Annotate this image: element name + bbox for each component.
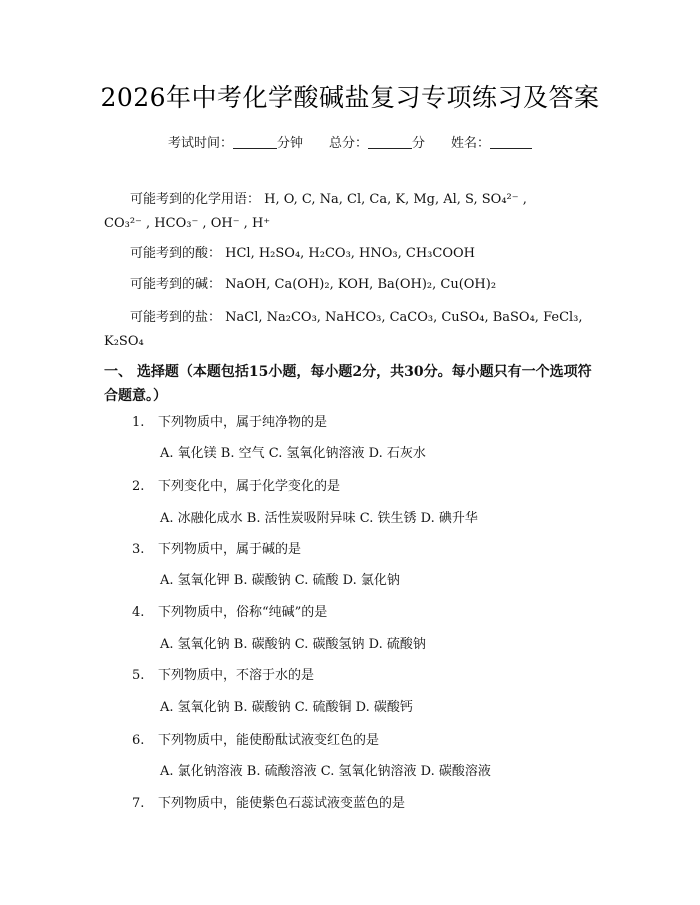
question-text: 下列物质中，能使紫色石蕊试液变蓝色的是	[158, 796, 406, 811]
question-1	[132, 413, 327, 433]
time-blank	[233, 135, 277, 149]
section-heading: 一、 选择题（本题包括15小题，每小题2分，共30分。每小题只有一个选项符合题意。）	[104, 364, 592, 404]
question-number: 6.	[132, 733, 145, 748]
score-label: 总分：	[328, 136, 368, 151]
question-5-options: A. 氢氧化钠 B. 碳酸钠 C. 硫酸铜 D. 碳酸钙	[160, 700, 413, 715]
name-label: 姓名：	[451, 136, 491, 151]
question-text: 下列变化中，属于化学变化的是	[158, 479, 341, 494]
salts-line2: K₂SO₄	[104, 334, 144, 349]
question-2-options: A. 冰融化成水 B. 活性炭吸附异味 C. 铁生锈 D. 碘升华	[160, 511, 478, 526]
chemical-terms-line2: CO₃²⁻ , HCO₃⁻ , OH⁻ , H⁺	[104, 216, 271, 231]
score-blank	[368, 135, 412, 149]
question-number: 3.	[132, 542, 145, 557]
question-6-options: A. 氯化钠溶液 B. 硫酸溶液 C. 氢氧化钠溶液 D. 碳酸溶液	[160, 764, 491, 779]
question-5	[132, 666, 314, 686]
question-4	[132, 603, 327, 623]
question-text: 下列物质中，俗称“纯碱”的是	[158, 605, 328, 620]
question-text: 下列物质中，属于碱的是	[158, 542, 302, 557]
question-3	[132, 540, 301, 560]
exam-info-line	[0, 132, 700, 151]
question-number: 4.	[132, 605, 145, 620]
question-1-options: A. 氧化镁 B. 空气 C. 氢氧化钠溶液 D. 石灰水	[160, 446, 426, 461]
question-2	[132, 477, 340, 497]
name-blank	[490, 135, 532, 149]
question-4-options: A. 氢氧化钠 B. 碳酸钠 C. 碳酸氢钠 D. 硫酸钠	[160, 637, 426, 652]
question-number: 5.	[132, 668, 145, 683]
question-number: 2.	[132, 479, 145, 494]
question-6	[132, 731, 379, 751]
score-unit: 分	[412, 136, 426, 151]
acids-line: 可能考到的酸： HCl, H₂SO₄, H₂CO₃, HNO₃, CH₃COOH	[130, 246, 475, 261]
salts-line1: 可能考到的盐： NaCl, Na₂CO₃, NaHCO₃, CaCO₃, CuSO₄, BaSO₄, FeCl₃,	[130, 310, 583, 325]
chemical-terms-line1: 可能考到的化学用语： H, O, C, Na, Cl, Ca, K, Mg, Al, S, SO₄²⁻ ,	[130, 192, 527, 207]
time-unit: 分钟	[276, 136, 303, 151]
question-number: 1.	[132, 415, 145, 430]
question-text: 下列物质中，不溶于水的是	[158, 668, 315, 683]
question-7	[132, 794, 405, 814]
time-label: 考试时间：	[167, 136, 233, 151]
question-number: 7.	[132, 796, 145, 811]
page-title: 2026年中考化学酸碱盐复习专项练习及答案	[100, 83, 600, 112]
bases-line: 可能考到的碱： NaOH, Ca(OH)₂, KOH, Ba(OH)₂, Cu(OH)₂	[130, 277, 497, 292]
question-text: 下列物质中，属于纯净物的是	[158, 415, 328, 430]
question-text: 下列物质中，能使酚酞试液变红色的是	[158, 733, 380, 748]
question-3-options: A. 氢氧化钾 B. 碳酸钠 C. 硫酸 D. 氯化钠	[160, 573, 400, 588]
